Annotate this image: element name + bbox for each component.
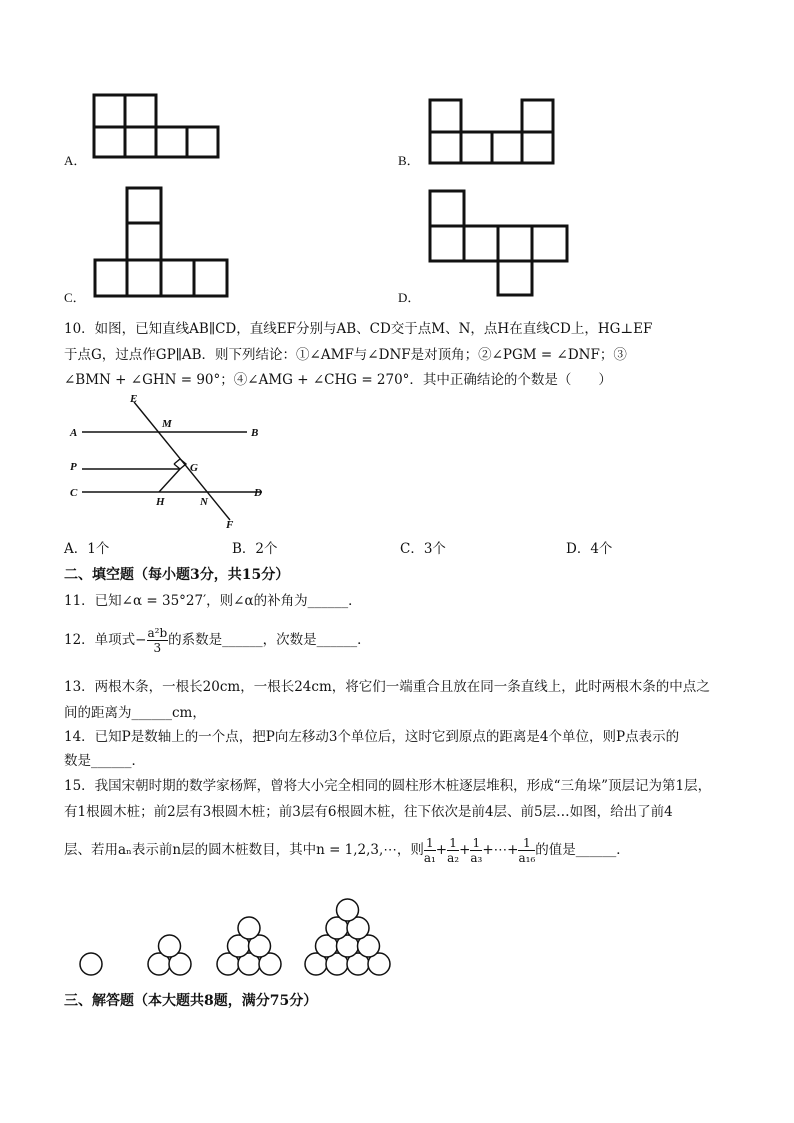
log-circle bbox=[159, 935, 181, 957]
q15-frac-1-den: a₁ bbox=[423, 851, 436, 865]
q15-frac-3 bbox=[470, 836, 482, 865]
option-a-net-figure bbox=[90, 92, 222, 160]
q15-dots: +⋯+ bbox=[482, 842, 519, 858]
q10-geometry-figure bbox=[62, 390, 277, 532]
q15-frac-16-den: a₁₆ bbox=[518, 851, 536, 865]
label-a: A bbox=[70, 427, 78, 439]
label-f: F bbox=[226, 519, 234, 531]
option-b-net-figure bbox=[426, 96, 558, 166]
q12-suffix: 的系数是______，次数是______． bbox=[168, 632, 371, 648]
option-c-net-figure bbox=[92, 186, 232, 300]
q12-fraction bbox=[147, 626, 169, 655]
q13-line-2: 间的距离为______cm， bbox=[64, 705, 206, 721]
q15-line-1: 15．我国宋朝时期的数学家杨辉，曾将大小完全相同的圆柱形木桩逐层堆积，形成“三角垛”顶层记为第1层， bbox=[64, 778, 712, 794]
q15-frac-1 bbox=[424, 836, 436, 865]
q10-choice-d: D．4个 bbox=[566, 541, 613, 557]
q15-frac-2 bbox=[447, 836, 459, 865]
q15-frac-16 bbox=[518, 836, 535, 865]
option-a-label: A． bbox=[64, 153, 87, 168]
q15-log-piles-figure bbox=[60, 884, 380, 984]
q15-line-2: 有1根圆木桩；前2层有3根圆木桩；前3层有6根圆木桩，往下依次是前4层、前5层…如图，给出了前4 bbox=[64, 804, 673, 820]
section-3-title: 三、解答题（本大题共8题，满分75分） bbox=[64, 993, 318, 1009]
q14-line-1: 14．已知P是数轴上的一个点，把P向左移动3个单位后，这时它到原点的距离是4个单位，则P点表示的 bbox=[64, 729, 680, 745]
option-b-label: B． bbox=[398, 153, 420, 168]
q10-choice-b: B．2个 bbox=[232, 541, 278, 557]
q12-frac-num: a²b bbox=[147, 626, 168, 640]
q12-text bbox=[64, 626, 371, 655]
q14-line-2: 数是______． bbox=[64, 753, 145, 769]
option-c-label: C． bbox=[64, 290, 86, 305]
q10-line-1: 10．如图，已知直线AB∥CD，直线EF分别与AB、CD交于点M、N，点H在直线CD上，HG⊥EF bbox=[64, 321, 653, 337]
log-circle bbox=[80, 953, 102, 975]
q10-line-3: ∠BMN + ∠GHN = 90°；④∠AMG + ∠CHG = 270°．其中正确结论的个数是（ ） bbox=[64, 372, 612, 388]
q15-frac-2-num: 1 bbox=[447, 836, 459, 851]
q15-line-3-prefix: 层、若用aₙ表示前n层的圆木桩数目，其中n = 1,2,3,⋯，则 bbox=[64, 842, 424, 858]
option-d-net-figure bbox=[428, 188, 572, 298]
q12-frac-den: 3 bbox=[153, 641, 162, 655]
label-n: N bbox=[200, 496, 208, 508]
log-circle bbox=[238, 917, 260, 939]
label-c: C bbox=[70, 487, 78, 499]
q12-prefix: 12．单项式− bbox=[64, 632, 147, 648]
q10-choice-a: A．1个 bbox=[64, 541, 110, 557]
label-g: G bbox=[190, 462, 198, 474]
q15-frac-1-num: 1 bbox=[424, 836, 436, 851]
q15-frac-2-den: a₂ bbox=[447, 851, 460, 865]
q10-choice-c: C．3个 bbox=[400, 541, 446, 557]
q13-line-1: 13．两根木条，一根长20cm，一根长24cm，将它们一端重合且放在同一条直线上，此时两根木条的中点之 bbox=[64, 679, 710, 695]
label-e: E bbox=[130, 393, 138, 405]
log-circle bbox=[337, 899, 359, 921]
section-2-title: 二、填空题（每小题3分，共15分） bbox=[64, 567, 290, 583]
q15-line-3-suffix: 的值是______． bbox=[535, 842, 630, 858]
q15-frac-3-den: a₃ bbox=[470, 851, 483, 865]
q15-frac-16-num: 1 bbox=[518, 836, 535, 851]
q10-line-2: 于点G，过点作GP∥AB．则下列结论：①∠AMF与∠DNF是对顶角；②∠PGM = ∠DNF；③ bbox=[64, 347, 627, 363]
label-m: M bbox=[162, 418, 172, 430]
q11-text: 11．已知∠α = 35°27′，则∠α的补角为______． bbox=[64, 593, 362, 609]
q15-line-3: 层、若用aₙ表示前n层的圆木桩数目，其中n = 1,2,3,⋯，则 $\frac{1}{\text{a₁}}$ + $\frac{1}{\text{a₂}}$ + $\frac{1}{\text{a₃}}$ +⋯+ $\frac{1}{\text{a₁₆}}$ 的值是______． bbox=[64, 836, 630, 865]
option-d-label: D． bbox=[398, 290, 421, 305]
label-h: H bbox=[156, 496, 165, 508]
label-d: D bbox=[254, 487, 262, 499]
label-p: P bbox=[70, 461, 77, 473]
label-b: B bbox=[251, 427, 259, 439]
q15-frac-3-num: 1 bbox=[470, 836, 482, 851]
